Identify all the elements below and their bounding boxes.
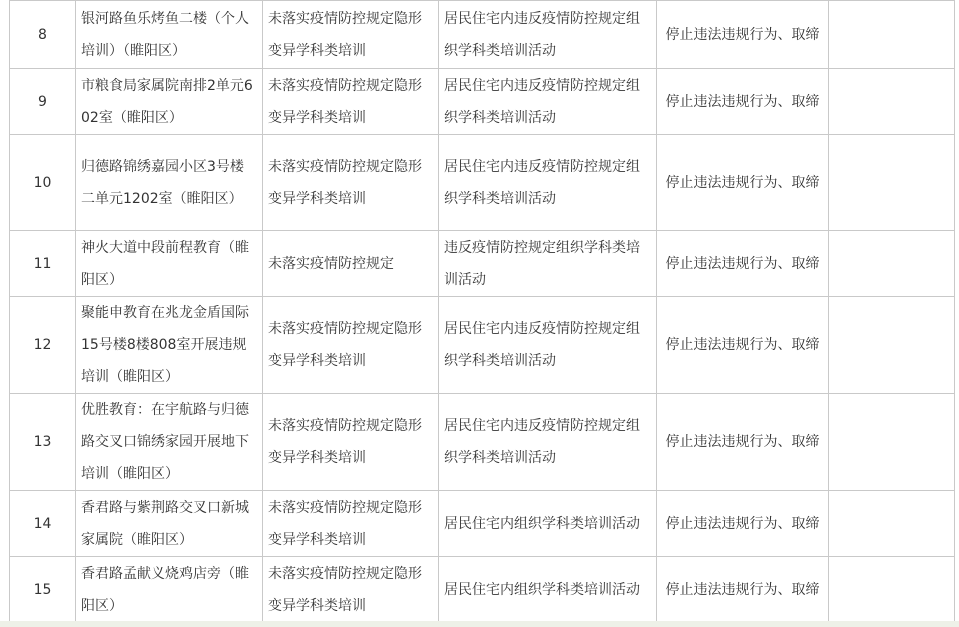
issue-cell [263, 297, 439, 394]
location-text: 香君路孟献义烧鸡店旁（睢阳区） [81, 565, 249, 614]
empty-cell [829, 394, 955, 491]
row-number: 15 [10, 557, 76, 623]
activity-cell [439, 135, 657, 231]
activity-cell [439, 1, 657, 69]
location-text: 神火大道中段前程教育（睢阳区） [81, 239, 249, 288]
issue-cell [263, 135, 439, 231]
result-text: 停止违法违规行为、取缔 [665, 434, 820, 450]
location-cell [76, 135, 263, 231]
table-row [10, 297, 955, 394]
empty-cell [829, 135, 955, 231]
row-number: 13 [10, 394, 76, 491]
location-text: 优胜教育：在宇航路与归德路交叉口锦绣家园开展地下培训（睢阳区） [81, 402, 249, 482]
row-number: 11 [10, 231, 76, 297]
location-cell [76, 394, 263, 491]
activity-cell [439, 557, 657, 623]
location-cell [76, 1, 263, 69]
enforcement-table [9, 0, 955, 623]
empty-cell [829, 557, 955, 623]
row-number: 12 [10, 297, 76, 394]
activity-cell [439, 69, 657, 135]
result-cell [657, 297, 829, 394]
result-text: 停止违法违规行为、取缔 [665, 174, 820, 191]
table-row [10, 1, 955, 69]
location-text: 归德路锦绣嘉园小区3号楼二单元1202室（睢阳区） [81, 158, 244, 207]
activity-text: 居民住宅内违反疫情防控规定组织学科类培训活动 [444, 321, 640, 369]
empty-cell [829, 491, 955, 557]
activity-text: 居民住宅内违反疫情防控规定组织学科类培训活动 [444, 418, 640, 466]
issue-cell [263, 557, 439, 623]
empty-cell [829, 69, 955, 135]
result-text: 停止违法违规行为、取缔 [665, 337, 820, 353]
issue-text: 未落实疫情防控规定隐形变异学科类培训 [268, 77, 422, 126]
table-row [10, 135, 955, 231]
result-text: 停止违法违规行为、取缔 [665, 26, 820, 43]
issue-text: 未落实疫情防控规定隐形变异学科类培训 [268, 565, 422, 614]
table-row [10, 491, 955, 557]
activity-text: 居民住宅内组织学科类培训活动 [444, 515, 640, 532]
row-number: 8 [10, 1, 76, 69]
table-row [10, 231, 955, 297]
table-row [10, 394, 955, 491]
activity-cell [439, 297, 657, 394]
issue-cell [263, 231, 439, 297]
result-text: 停止违法违规行为、取缔 [665, 581, 820, 598]
empty-cell [829, 1, 955, 69]
activity-text: 居民住宅内违反疫情防控规定组织学科类培训活动 [444, 158, 640, 207]
result-cell [657, 394, 829, 491]
result-text: 停止违法违规行为、取缔 [665, 515, 820, 532]
result-cell [657, 135, 829, 231]
location-cell [76, 491, 263, 557]
activity-text: 居民住宅内违反疫情防控规定组织学科类培训活动 [444, 10, 640, 59]
result-cell [657, 491, 829, 557]
table-row [10, 557, 955, 623]
issue-text: 未落实疫情防控规定隐形变异学科类培训 [268, 158, 422, 207]
issue-text: 未落实疫情防控规定隐形变异学科类培训 [268, 418, 422, 466]
activity-cell [439, 231, 657, 297]
location-text: 聚能申教育在兆龙金盾国际15号楼8楼808室开展违规培训（睢阳区） [81, 305, 249, 385]
row-number: 10 [10, 135, 76, 231]
location-text: 香君路与紫荆路交叉口新城家属院（睢阳区） [81, 499, 249, 548]
issue-text: 未落实疫情防控规定隐形变异学科类培训 [268, 321, 422, 369]
result-cell [657, 1, 829, 69]
result-text: 停止违法违规行为、取缔 [665, 255, 820, 272]
activity-text: 违反疫情防控规定组织学科类培训活动 [444, 239, 640, 288]
activity-text: 居民住宅内组织学科类培训活动 [444, 581, 640, 598]
activity-cell [439, 394, 657, 491]
row-number: 9 [10, 69, 76, 135]
location-text: 银河路鱼乐烤鱼二楼（个人培训）（睢阳区） [81, 10, 249, 59]
table-row [10, 69, 955, 135]
issue-text: 未落实疫情防控规定隐形变异学科类培训 [268, 499, 422, 548]
location-cell [76, 69, 263, 135]
activity-text: 居民住宅内违反疫情防控规定组织学科类培训活动 [444, 77, 640, 126]
issue-cell [263, 69, 439, 135]
result-cell [657, 557, 829, 623]
location-cell [76, 297, 263, 394]
empty-cell [829, 297, 955, 394]
location-text: 市粮食局家属院南排2单元602室（睢阳区） [81, 77, 253, 126]
location-cell [76, 557, 263, 623]
empty-cell [829, 231, 955, 297]
issue-cell [263, 394, 439, 491]
issue-text: 未落实疫情防控规定隐形变异学科类培训 [268, 10, 422, 59]
row-number: 14 [10, 491, 76, 557]
result-cell [657, 69, 829, 135]
issue-cell [263, 1, 439, 69]
activity-cell [439, 491, 657, 557]
bottom-strip [0, 621, 959, 627]
issue-cell [263, 491, 439, 557]
location-cell [76, 231, 263, 297]
result-text: 停止违法违规行为、取缔 [665, 93, 820, 110]
result-cell [657, 231, 829, 297]
issue-text: 未落实疫情防控规定 [268, 255, 394, 272]
